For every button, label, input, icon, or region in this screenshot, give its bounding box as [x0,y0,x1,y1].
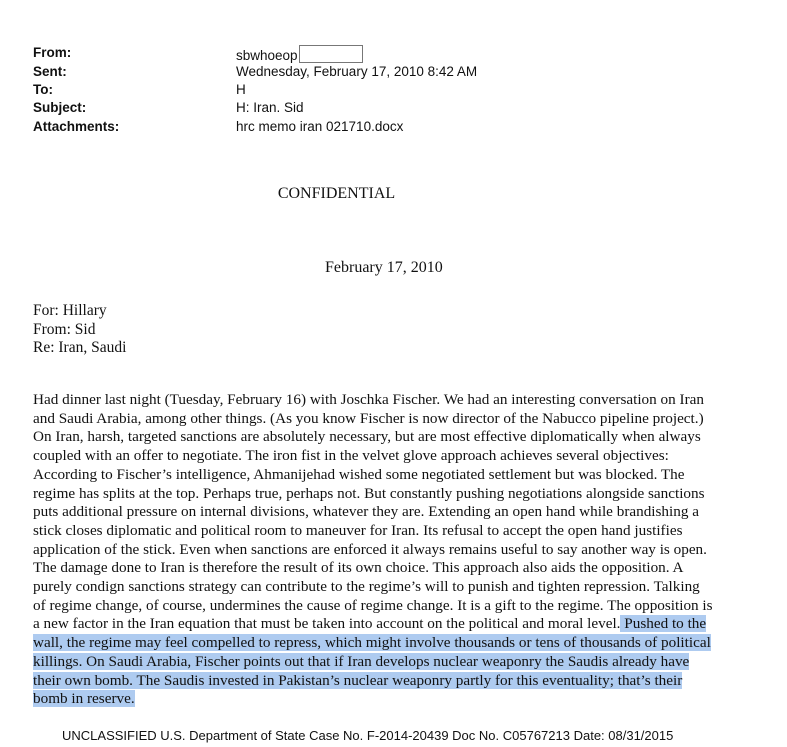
body-line: regime has splits at the top. Perhaps true, perhaps not. But constantly pushing negotiations alongside sanctions [33,484,705,502]
body-line-plain-part: a new factor in the Iran equation that must be taken into account on the political and moral level. [33,615,621,633]
body-line: stick closes diplomatic and political room to maneuver for Iran. Its refusal to accept the open hand justifies [33,521,683,539]
from-address: sbwhoeop [236,48,298,63]
body-line: purely condign sanctions strategy can contribute to the regime’s will to punish and tighten repression. Talking [33,578,700,596]
classification-heading [0,185,787,203]
body-line: of regime change, of course, undermines the cause of regime change. It is a gift to the regime. The opposition is [33,596,713,614]
memo-date: February 17, 2010 [325,259,443,276]
highlighted-text: wall, the regime may feel compelled to repress, which might involve thousands or tens of thousands of political [33,634,711,652]
highlighted-text: killings. On Saudi Arabia, Fischer points out that if Iran develops nuclear weaponry the Saudis already have [33,652,690,670]
memo-routing [33,302,126,358]
body-line: puts additional pressure on internal divisions, whatever they are. Extending an open hand while brandishing a [33,503,699,521]
body-line-mixed [33,615,755,634]
memo-from: From: Sid [33,320,96,338]
memo-re: Re: Iran, Saudi [33,339,127,356]
highlighted-text: their own bomb. The Saudis invested in Pakistan’s nuclear weaponry partly for this eventuality; that’s their [33,671,683,689]
body-line-highlighted [33,672,755,691]
attachments-label: Attachments: [33,119,120,134]
body-line: application of the stick. Even when sanctions are enforced it always remains useful to say another way is open. [33,540,707,558]
body-line-highlighted [33,653,755,672]
body-line-highlighted [33,690,755,709]
body-line: coupled with an offer to negotiate. The iron fist in the velvet glove approach achieves several objectives: [33,447,669,465]
attachments-value: hrc memo iran 021710.docx [236,119,404,134]
body-line: According to Fischer’s intelligence, Ahmanijehad wished some negotiated settlement but was blocked. The [33,465,685,483]
body-line: The damage done to Iran is therefore the result of its own choice. This approach also aids the opposition. A [33,559,684,577]
highlighted-text: bomb in reserve. [33,690,135,708]
highlighted-text: Pushed to the [620,615,707,633]
redaction-box [299,45,363,63]
body-line: On Iran, harsh, targeted sanctions are absolutely necessary, but are most effective diplomatically when always [33,428,701,446]
from-label: From: [33,45,72,60]
classification-text: CONFIDENTIAL [277,185,396,202]
body-line: Had dinner last night (Tuesday, February 16) with Joschka Fischer. We had an interesting conversation on Iran [33,391,704,408]
to-value: H [236,82,246,97]
sent-label: Sent: [33,64,67,79]
body-line: and Saudi Arabia, among other things. (As you know Fischer is now director of the Nabucco pipeline project.) [33,409,704,427]
body-line-highlighted [33,634,755,653]
memo-body [33,391,755,709]
declassification-footer: UNCLASSIFIED U.S. Department of State Case No. F-2014-20439 Doc No. C05767213 Date: 08/31/2015 [62,728,674,743]
from-value [236,45,363,63]
subject-value: H: Iran. Sid [236,100,304,115]
subject-label: Subject: [33,100,87,115]
to-label: To: [33,82,53,97]
memo-for: For: Hillary [33,302,107,319]
sent-value: Wednesday, February 17, 2010 8:42 AM [236,64,478,79]
